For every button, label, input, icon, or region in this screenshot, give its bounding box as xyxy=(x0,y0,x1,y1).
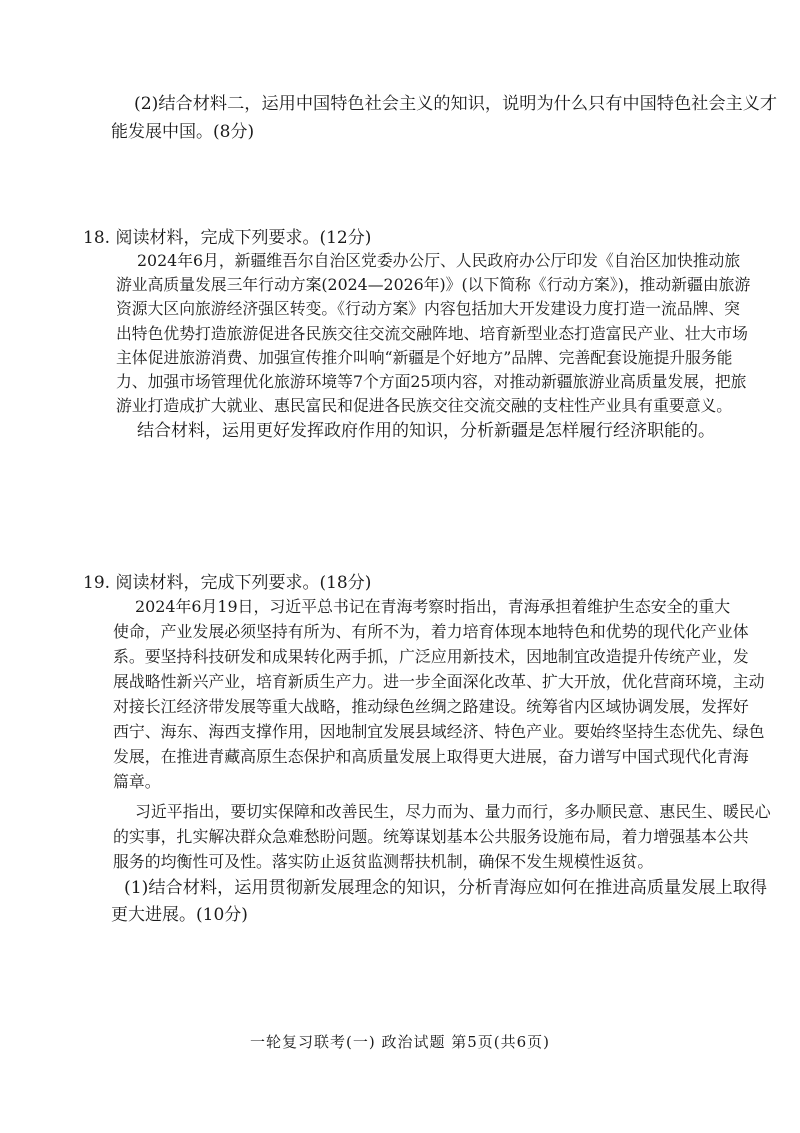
q18-material-line: 出特色优势打造旅游促进各民族交往交流交融阵地、培育新型业态打造富民产业、壮大市场 xyxy=(116,324,748,343)
q18-question: 结合材料，运用更好发挥政府作用的知识，分析新疆是怎样履行经济职能的。 xyxy=(137,421,715,441)
q18-material-line: 游业打造成扩大就业、惠民富民和促进各民族交往交流交融的支柱性产业具有重要意义。 xyxy=(116,396,733,415)
q19-material-line: 使命，产业发展必须坚持有所为、有所不为，着力培育体现本地特色和优势的现代化产业体 xyxy=(113,622,749,641)
q19-material-line: 服务的均衡性可及性。落实防止返贫监测帮扶机制，确保不发生规模性返贫。 xyxy=(113,852,654,871)
q19-material-line: 发展，在推进青藏高原生态保护和高质量发展上取得更大进展，奋力谱写中国式现代化青海 xyxy=(113,747,749,766)
q18-material-line: 资源大区向旅游经济强区转变。《行动方案》内容包括加大开发建设力度打造一流品牌、突 xyxy=(116,299,740,318)
q19-material-line: 2024年6月19日，习近平总书记在青海考察时指出，青海承担着维护生态安全的重大 xyxy=(135,597,731,616)
q18-material-line: 游业高质量发展三年行动方案(2024—2026年)》(以下简称《行动方案》)，推动新疆由旅游 xyxy=(116,275,751,294)
q19-heading: 19. 阅读材料，完成下列要求。(18分) xyxy=(83,573,372,593)
q17-part2-line1: (2)结合材料二，运用中国特色社会主义的知识，说明为什么只有中国特色社会主义才 xyxy=(134,94,778,114)
q17-part2-line2: 能发展中国。(8分) xyxy=(111,122,255,142)
q18-material-line: 2024年6月，新疆维吾尔自治区党委办公厅、人民政府办公厅印发《自治区加快推动旅 xyxy=(137,251,741,270)
q19-material-line: 的实事，扎实解决群众急难愁盼问题。统筹谋划基本公共服务设施布局，着力增强基本公共 xyxy=(113,827,749,846)
q19-material-line: 展战略性新兴产业，培育新质生产力。进一步全面深化改革、扩大开放，优化营商环境，主动 xyxy=(113,672,765,691)
q19-material-line: 西宁、海东、海西支撑作用，因地制宜发展县域经济、特色产业。要始终坚持生态优先、绿色 xyxy=(113,722,765,741)
q19-material-line: 习近平指出，要切实保障和改善民生，尽力而为、量力而行，多办顺民意、惠民生、暖民心 xyxy=(135,802,771,821)
page-footer: 一轮复习联考(一) 政治试题 第5页(共6页) xyxy=(249,1033,551,1051)
q18-material-line: 主体促进旅游消费、加强宣传推介叫响“新疆是个好地方”品牌、完善配套设施提升服务能 xyxy=(116,348,733,367)
q19-material-line: 篇章。 xyxy=(113,772,161,791)
q19-part1-line1: (1)结合材料，运用贯彻新发展理念的知识，分析青海应如何在推进高质量发展上取得 xyxy=(124,878,768,898)
q18-material-line: 力、加强市场管理优化旅游环境等7个方面25项内容，对推动新疆旅游业高质量发展，把旅 xyxy=(116,372,747,391)
q19-part1-line2: 更大进展。(10分) xyxy=(111,905,248,925)
q19-material-line: 系。要坚持科技研发和成果转化两手抓，广泛应用新技术，因地制宜改造提升传统产业，发 xyxy=(113,647,749,666)
q18-heading: 18. 阅读材料，完成下列要求。(12分) xyxy=(83,228,372,248)
q19-material-line: 对接长江经济带发展等重大战略，推动绿色丝绸之路建设。统筹省内区域协调发展，发挥好 xyxy=(113,697,749,716)
